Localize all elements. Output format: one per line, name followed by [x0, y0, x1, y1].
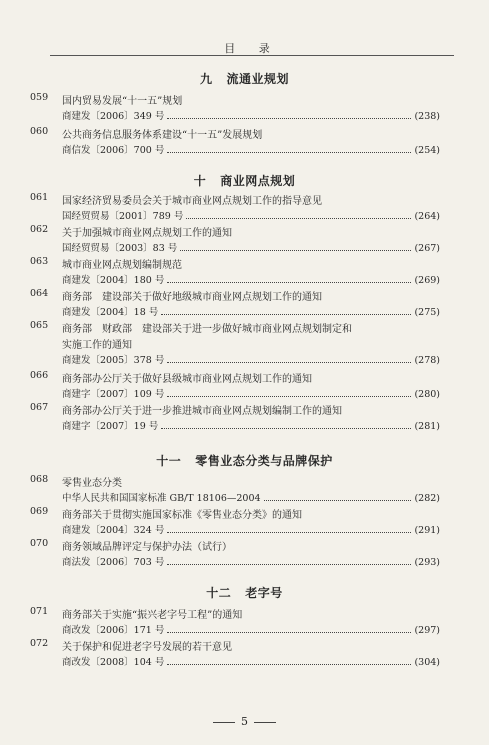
entry-title: 关于保护和促进老字号发展的若干意见	[62, 642, 232, 653]
entry-title: 商务部关于实施“振兴老字号工程”的通知	[62, 610, 243, 621]
entry-number: 065	[30, 320, 49, 331]
entry-number: 070	[30, 538, 49, 549]
entry-doc-line	[62, 554, 440, 568]
entry-doc-ref: 商建发〔2004〕18 号	[62, 307, 159, 318]
dot-leader	[167, 388, 411, 397]
entry-doc-ref: 商改发〔2006〕171 号	[62, 625, 165, 636]
entry-title: 商务部 财政部 建设部关于进一步做好城市商业网点规划制定和	[62, 324, 352, 335]
entry-title: 公共商务信息服务体系建设“十一五”发展规划	[62, 130, 263, 141]
entry-title: 商务部 建设部关于做好地级城市商业网点规划工作的通知	[62, 292, 322, 303]
entry-doc-line	[62, 522, 440, 536]
entry-doc-ref: 商建发〔2004〕180 号	[62, 275, 165, 286]
entry-number: 066	[30, 370, 49, 381]
entry-doc-line	[62, 108, 440, 122]
entry-page: (254)	[414, 145, 440, 156]
entry-doc-ref: 商建发〔2005〕378 号	[62, 355, 165, 366]
entry-page: (297)	[414, 625, 440, 636]
entry-doc-line	[62, 386, 440, 400]
section-title-text: 商业网点规划	[220, 174, 296, 188]
dot-leader	[180, 242, 411, 251]
entry-doc-ref: 国经贸贸易〔2003〕83 号	[62, 243, 178, 254]
entry-page: (264)	[414, 211, 440, 222]
header-rule	[50, 55, 454, 56]
footer-dash-right	[254, 722, 276, 723]
entry-doc-ref: 商改发〔2008〕104 号	[62, 657, 165, 668]
entry-doc-ref: 商信发〔2006〕700 号	[62, 145, 165, 156]
entry-doc-line	[62, 490, 440, 504]
entry-doc-line	[62, 272, 440, 286]
dot-leader	[167, 656, 411, 665]
dot-leader	[167, 624, 411, 633]
dot-leader	[167, 556, 411, 565]
entry-number: 067	[30, 402, 49, 413]
dot-leader	[161, 306, 411, 315]
entry-number: 072	[30, 638, 49, 649]
entry-number: 060	[30, 126, 49, 137]
dot-leader	[167, 144, 411, 153]
section-title-text: 流通业规划	[226, 72, 290, 86]
section-title-text: 老字号	[245, 586, 283, 600]
entry-page: (269)	[414, 275, 440, 286]
section-title-11	[0, 452, 489, 469]
entry-doc-ref: 商建发〔2006〕349 号	[62, 111, 165, 122]
entry-doc-line	[62, 208, 440, 222]
entry-title: 商务领域品牌评定与保护办法（试行）	[62, 542, 232, 553]
entry-doc-ref: 国经贸贸易〔2001〕789 号	[62, 211, 184, 222]
dot-leader	[167, 524, 411, 533]
section-title-9	[0, 70, 489, 87]
page-footer	[0, 715, 489, 728]
entry-number: 068	[30, 474, 49, 485]
entry-doc-line	[62, 240, 440, 254]
entry-title: 关于加强城市商业网点规划工作的通知	[62, 228, 232, 239]
section-title-text: 零售业态分类与品牌保护	[195, 454, 333, 468]
entry-doc-ref: 商建发〔2004〕324 号	[62, 525, 165, 536]
entry-number: 071	[30, 606, 49, 617]
section-number: 十二	[206, 586, 232, 600]
entry-number: 064	[30, 288, 49, 299]
dot-leader	[167, 354, 411, 363]
footer-dash-left	[213, 722, 235, 723]
entry-page: (267)	[414, 243, 440, 254]
dot-leader	[167, 274, 411, 283]
section-title-10	[0, 172, 489, 189]
entry-page: (280)	[414, 389, 440, 400]
entry-doc-ref: 中华人民共和国国家标准 GB/T 18106—2004	[62, 493, 261, 504]
entry-doc-ref: 商建字〔2007〕109 号	[62, 389, 165, 400]
entry-doc-line	[62, 142, 440, 156]
entry-number: 059	[30, 92, 49, 103]
entry-page: (291)	[414, 525, 440, 536]
entry-doc-ref: 商法发〔2006〕703 号	[62, 557, 165, 568]
entry-page: (304)	[414, 657, 440, 668]
section-number: 十	[193, 174, 207, 188]
section-number: 九	[199, 72, 213, 86]
section-title-12	[0, 584, 489, 601]
entry-number: 069	[30, 506, 49, 517]
dot-leader	[186, 210, 411, 219]
entry-doc-line	[62, 654, 440, 668]
entry-title: 国内贸易发展“十一五”规划	[62, 96, 183, 107]
entry-title: 商务部办公厅关于做好县级城市商业网点规划工作的通知	[62, 374, 312, 385]
entry-doc-line	[62, 622, 440, 636]
entry-title: 国家经济贸易委员会关于城市商业网点规划工作的指导意见	[62, 196, 322, 207]
entry-title: 商务部关于贯彻实施国家标准《零售业态分类》的通知	[62, 510, 302, 521]
entry-title: 商务部办公厅关于进一步推进城市商业网点规划编制工作的通知	[62, 406, 342, 417]
entry-page: (281)	[414, 421, 440, 432]
entry-page: (293)	[414, 557, 440, 568]
entry-number: 062	[30, 224, 49, 235]
dot-leader	[264, 492, 412, 501]
entry-title-continued: 实施工作的通知	[62, 340, 132, 351]
running-header: 目 录	[224, 42, 280, 55]
entry-doc-line	[62, 352, 440, 366]
entry-title: 零售业态分类	[62, 478, 122, 489]
section-number: 十一	[156, 454, 182, 468]
entry-page: (275)	[414, 307, 440, 318]
entry-number: 063	[30, 256, 49, 267]
entry-page: (238)	[414, 111, 440, 122]
entry-page: (282)	[414, 493, 440, 504]
entry-doc-line	[62, 304, 440, 318]
dot-leader	[161, 420, 411, 429]
entry-page: (278)	[414, 355, 440, 366]
entry-number: 061	[30, 192, 49, 203]
entry-title: 城市商业网点规划编制规范	[62, 260, 182, 271]
entry-doc-line	[62, 418, 440, 432]
dot-leader	[167, 110, 411, 119]
page-number: 5	[241, 715, 248, 728]
entry-doc-ref: 商建字〔2007〕19 号	[62, 421, 159, 432]
